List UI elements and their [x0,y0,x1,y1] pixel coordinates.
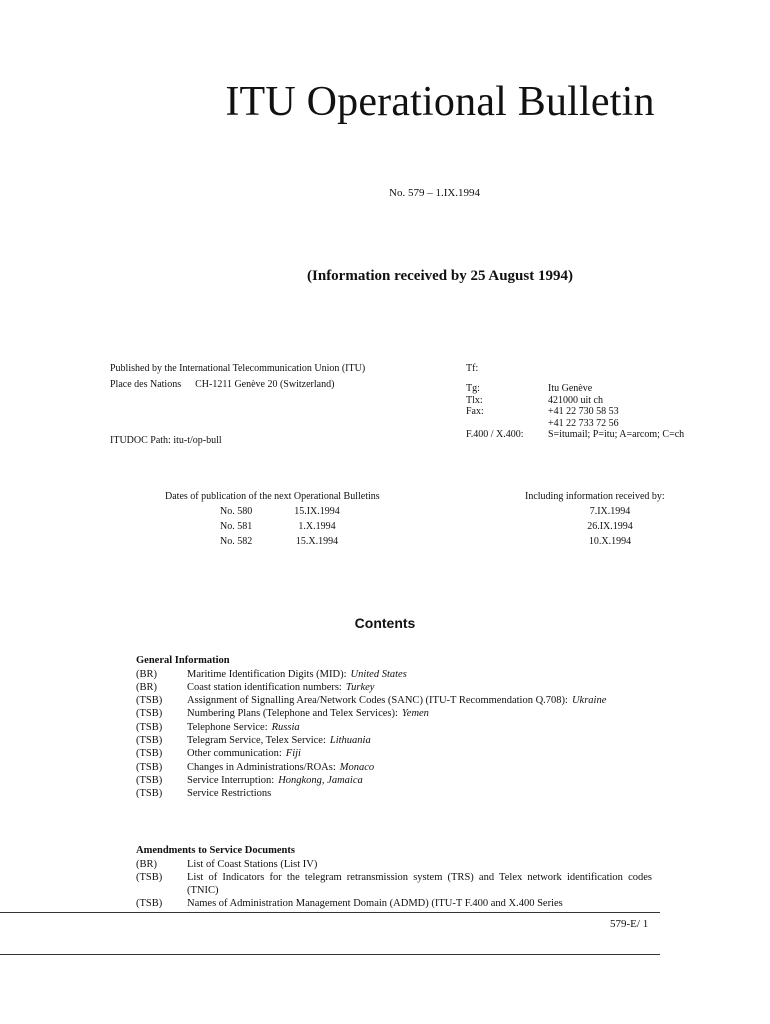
item-code: (TSB) [136,748,163,760]
received-date: 10.X.1994 [588,536,632,547]
contact-value: +41 22 730 58 53 [548,406,619,417]
contact-row [466,395,684,407]
item-code: (BR) [136,681,157,693]
publisher-city: CH-1211 Genève 20 (Switzerland) [195,379,335,390]
item-code: (BR) [136,668,157,680]
page-bottom-divider [0,954,660,955]
bulletin-number: No. 580 [220,506,253,517]
contact-label [466,418,548,430]
item-text: Assignment of Signalling Area/Network Codes (SANC) (ITU-T Recommendation Q.708): [187,695,568,707]
list-item [136,774,652,787]
item-country: Ukraine [571,695,607,707]
contents-heading: Contents [354,615,416,631]
contact-row [466,406,684,418]
item-code: (TSB) [136,774,163,786]
item-country: United States [350,668,407,680]
list-item [136,721,652,734]
list-item [136,694,652,707]
contact-label: Fax: [466,406,484,417]
contact-row [466,363,684,383]
next-bulletins-heading: Dates of publication of the next Operational Bulletins [165,491,380,502]
contact-value: 421000 uit ch [548,394,603,406]
received-date: 26.IX.1994 [587,521,633,532]
bulletin-title: ITU Operational Bulletin [225,79,655,125]
item-code: (TSB) [136,695,163,707]
item-text: Service Restrictions [187,788,272,800]
item-text: Numbering Plans (Telephone and Telex Services): [187,708,398,720]
contact-label: Tg: [466,383,480,394]
received-by-heading: Including information received by: [525,491,665,502]
contact-row [466,383,684,395]
item-country: Fiji [285,748,301,760]
item-text: Names of Administration Management Domain (ADMD) (ITU-T F.400 and X.400 Series [187,898,563,910]
item-text: Telegram Service, Telex Service: [187,734,326,746]
publication-row [220,536,352,547]
publication-date: 1.X.1994 [298,521,336,532]
contact-value [548,363,684,383]
contact-label: F.400 / X.400: [466,429,524,440]
itudoc-path: ITUDOC Path: itu-t/op-bull [110,435,222,446]
item-text: Telephone Service: [187,721,268,733]
item-text: Coast station identification numbers: [187,681,342,693]
item-country: Russia [271,721,300,733]
list-item [136,897,652,910]
contact-value: S=itumail; P=itu; A=arcom; C=ch [548,429,685,440]
item-country: Turkey [345,681,375,693]
item-code: (TSB) [136,734,163,746]
contact-value: Itu Genève [548,383,593,394]
item-text: Other communication: [187,748,282,760]
item-code: (TSB) [136,788,163,800]
section-heading: General Information [136,655,230,666]
contact-label: Tf: [466,363,479,374]
item-code: (TSB) [136,708,163,720]
item-country: Yemen [401,708,429,720]
contact-label: Tlx: [466,394,483,406]
publication-date: 15.IX.1994 [294,506,340,517]
item-country: Hongkong, Jamaica [278,774,363,786]
item-code: (TSB) [136,761,163,773]
list-item [136,707,652,720]
publication-date: 15.X.1994 [295,536,339,547]
list-item [136,871,652,898]
item-country: Monaco [339,761,375,773]
bulletin-number: No. 582 [220,536,253,547]
general-information-section [136,654,652,800]
item-text: Changes in Administrations/ROAs: [187,761,336,773]
contact-value: +41 22 733 72 56 [548,417,619,429]
list-item [136,787,652,800]
list-item [136,761,652,774]
publisher-address [110,379,334,392]
list-item [136,668,652,681]
publisher-place: Place des Nations [110,379,182,390]
contact-block [466,363,684,441]
item-country: Lithuania [329,734,371,746]
item-code: (TSB) [136,721,163,733]
issue-number: No. 579 – 1.IX.1994 [389,187,481,199]
item-code: (TSB) [136,898,163,910]
contact-row [466,418,684,430]
info-received-date: (Information received by 25 August 1994) [307,268,573,284]
item-text: List of Indicators for the telegram retransmission system (TRS) and Telex network identification codes (TNIC) [187,871,652,897]
bulletin-number: No. 581 [220,521,253,532]
publication-row [220,521,352,532]
item-text: List of Coast Stations (List IV) [187,858,318,870]
list-item [136,858,652,871]
publisher-line: Published by the International Telecommunication Union (ITU) [110,363,366,374]
list-item [136,747,652,760]
page-number: 579-E/ 1 [610,918,649,930]
item-text: Maritime Identification Digits (MID): [187,668,347,680]
item-code: (TSB) [136,871,163,883]
footer-divider [0,912,660,913]
list-item [136,734,652,747]
contact-row [466,429,684,441]
received-date: 7.IX.1994 [589,506,631,517]
item-code: (BR) [136,858,157,870]
section-heading: Amendments to Service Documents [136,845,295,856]
publication-row [220,506,352,517]
item-text: Service Interruption: [187,774,275,786]
amendments-section [136,844,652,911]
list-item [136,681,652,694]
